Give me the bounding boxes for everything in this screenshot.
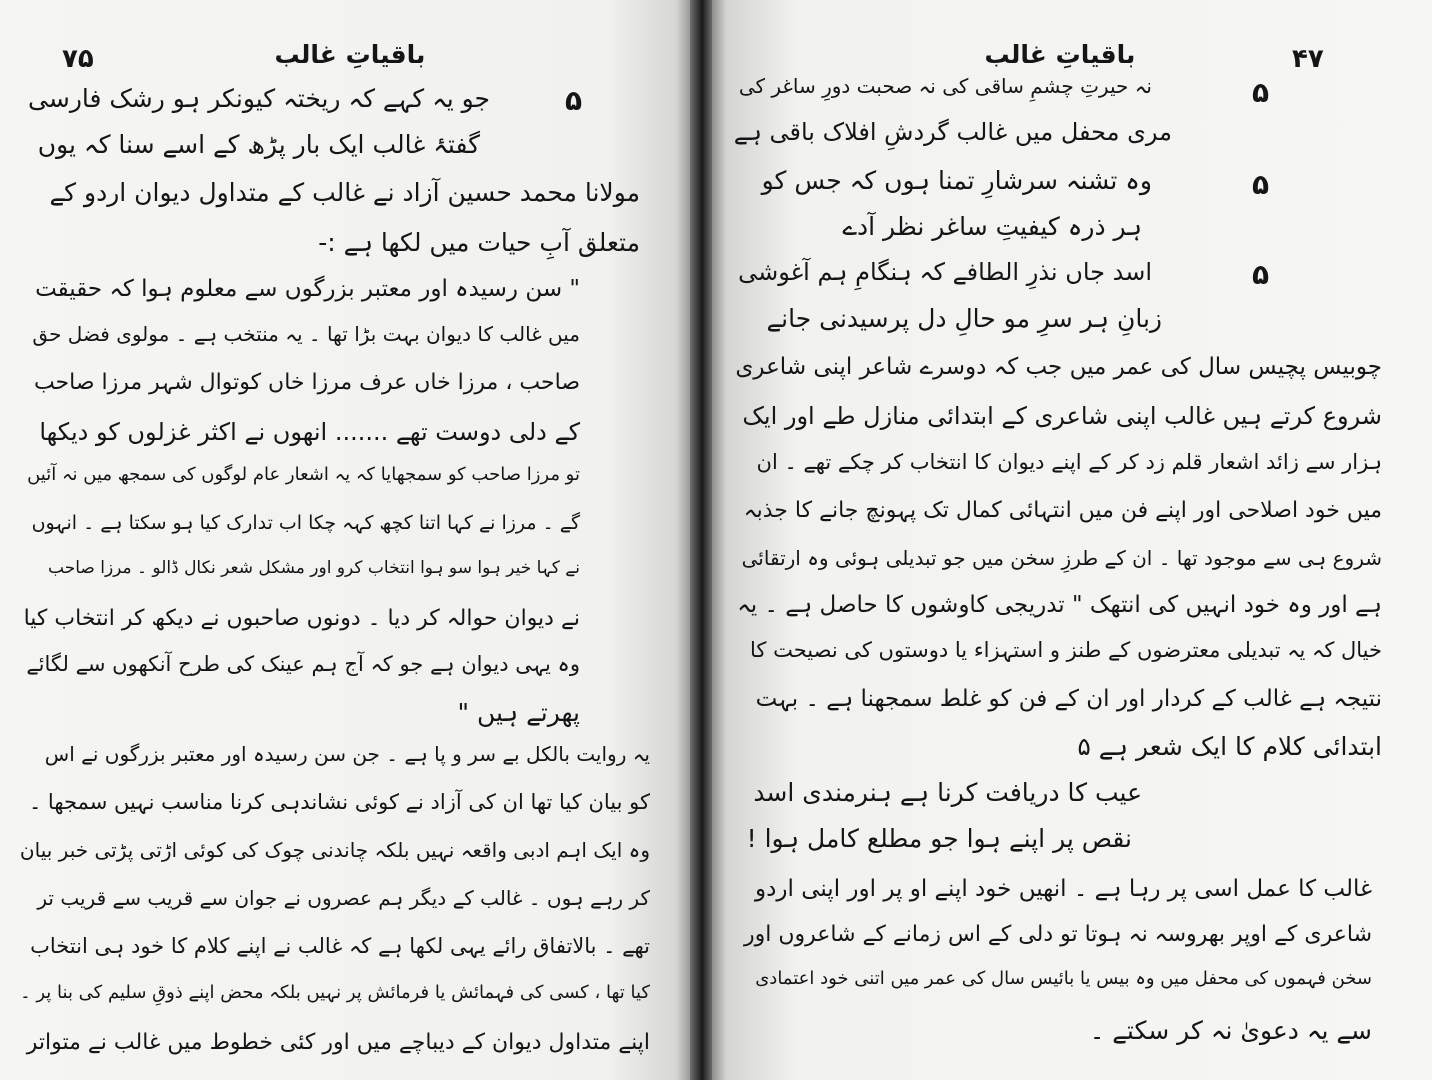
left-verse-line: گفتۂ غالب ایک بار پڑھ کے اسے سنا کہ یوں	[37, 130, 480, 159]
left-quote-line: صاحب ، مرزا خاں عرف مرزا خاں کوتوال شہر مرزا صاحب	[33, 370, 580, 395]
couplet-line: زبانِ ہر سرِ مو حالِ دل پرسیدنی جانے	[766, 304, 1162, 333]
left-page	[0, 0, 690, 1080]
left-body-line: وہ ایک اہم ادبی واقعہ نہیں بلکہ چاندنی چوک کی کوئی اڑتی پڑتی خبر بیان	[19, 838, 650, 862]
left-running-head: باقیاتِ غالب	[274, 40, 426, 69]
left-body-line: کر رہے ہوں ۔ غالب کے دیگر ہم عصروں نے جوان سے قریب سے قریب تر	[37, 886, 650, 910]
left-body-line: کو بیان کیا تھا ان کی آزاد نے کوئی نشاندہی کرنا مناسب نہیں سمجھا ۔	[28, 790, 650, 814]
left-body-line: اپنے متداول دیوان کے دیباچے میں اور کئی خطوط میں غالب نے متواتر	[26, 1030, 650, 1055]
right-body-line: ہے اور وہ خود انہیں کی انتھک " تدریجی کاوشوں کا حاصل ہے ۔ یہ	[737, 592, 1382, 618]
left-quote-line: میں غالب کا دیوان بہت بڑا تھا ۔ یہ منتخب ہے ۔ مولوی فضل حق	[32, 322, 580, 346]
right-closing-line: غالب کا عمل اسی پر رہا ہے ۔ انھیں خود اپنے او پر اور اپنی اردو	[755, 876, 1372, 902]
right-closing-line: شاعری کے اوپر بھروسہ نہ ہوتا تو دلی کے اس زمانے کے شاعروں اور	[743, 922, 1372, 947]
right-page	[712, 0, 1432, 1080]
couplet-line: نہ حیرتِ چشمِ ساقی کی نہ صحبت دورِ ساغر کی	[738, 74, 1152, 98]
left-quote-line: کے دلی دوست تھے ....... انھوں نے اکثر غزلوں کو دیکھا	[39, 418, 580, 446]
left-quote-line: تو مرزا صاحب کو سمجھایا کہ یہ اشعار عام لوگوں کی سمجھ میں نہ آئیں	[27, 464, 580, 485]
left-body-line: تھے ۔ بالاتفاق رائے یہی لکھا ہے کہ غالب نے اپنے کلام کا خود ہی انتخاب	[30, 934, 650, 958]
left-intro-line: مولانا محمد حسین آزاد نے غالب کے متداول دیوان اردو کے	[49, 178, 640, 207]
quoted-couplet-line: عیب کا دریافت کرنا ہے ہنرمندی اسد	[753, 778, 1142, 807]
left-quote-line: " سن رسیدہ اور معتبر بزرگوں سے معلوم ہوا کہ حقیقت	[35, 276, 580, 302]
right-body-line: نتیجہ ہے غالب کے کردار اور ان کے فن کو غلط سمجھنا ہے ۔ بہت	[755, 686, 1382, 712]
left-quote-line: پھرتے ہیں "	[457, 698, 580, 727]
right-page-number: ۴۷	[1292, 44, 1324, 74]
right-body-line: میں خود اصلاحی اور اپنے فن میں انتہائی کمال تک پہونچ جانے کا جذبہ	[743, 498, 1382, 523]
couplet-line: ہر ذرہ کیفیتِ ساغر نظر آدے	[842, 212, 1142, 241]
right-closing-line: سخن فہموں کی محفل میں وہ بیس یا بائیس سال کی عمر میں اتنی خود اعتمادی	[755, 968, 1372, 989]
couplet-line: اسد جاں نذرِ الطافے کہ ہنگامِ ہم آغوشی	[738, 258, 1152, 286]
couplet-marker: ۵	[1252, 258, 1270, 291]
left-body-line: یہ روایت بالکل بے سر و پا ہے ۔ جن سن رسیدہ اور معتبر بزرگوں نے اس	[44, 742, 650, 766]
couplet-marker: ۵	[1252, 168, 1270, 201]
left-intro-line: متعلق آبِ حیات میں لکھا ہے :-	[318, 228, 640, 257]
right-body-line: خیال کہ یہ تبدیلی معترضوں کے طنز و استہزاء یا دوستوں کی نصیحت کا	[750, 638, 1382, 662]
couplet-marker: ۵	[1252, 76, 1270, 109]
left-quote-line: گے ۔ مرزا نے کہا اتنا کچھ کہہ چکا اب تدارک کیا ہو سکتا ہے ۔ انہوں	[31, 512, 580, 534]
left-quote-line: نے کہا خیر ہوا سو ہوا انتخاب کرو اور مشکل شعر نکال ڈالو ۔ مرزا صاحب	[48, 558, 580, 578]
couplet-line: وہ تشنہ سرشارِ تمنا ہوں کہ جس کو	[761, 166, 1152, 195]
left-quote-line: نے دیوان حوالہ کر دیا ۔ دونوں صاحبوں نے دیکھ کر انتخاب کیا	[23, 606, 580, 631]
left-page-number: ۷۵	[62, 44, 94, 74]
right-body-line: شروع ہی سے موجود تھا ۔ ان کے طرزِ سخن میں جو تبدیلی ہوئی وہ ارتقائی	[741, 546, 1382, 570]
right-body-line: شروع کرتے ہیں غالب اپنی شاعری کے ابتدائی منازل طے اور ایک	[742, 402, 1382, 430]
quoted-couplet-line: نقص پر اپنے ہوا جو مطلع کامل ہوا !	[746, 824, 1132, 853]
left-verse-marker: ۵	[565, 84, 583, 117]
couplet-line: مری محفل میں غالب گردشِ افلاک باقی ہے	[733, 118, 1172, 146]
right-running-head: باقیاتِ غالب	[984, 40, 1136, 69]
right-body-line: ہزار سے زائد اشعار قلم زد کر کے اپنے دیوان کا انتخاب کر چکے تھے ۔ ان	[756, 450, 1382, 474]
right-closing-line: سے یہ دعویٰ نہ کر سکتے ۔	[1089, 1016, 1372, 1045]
left-verse-line: جو یہ کہے کہ ریختہ کیونکر ہو رشک فارسی	[28, 84, 490, 113]
right-body-line: ابتدائی کلام کا ایک شعر ہے ۵	[1077, 732, 1382, 761]
book-gutter	[690, 0, 712, 1080]
left-quote-line: وہ یہی دیوان ہے جو کہ آج ہم عینک کی طرح آنکھوں سے لگائے	[26, 652, 580, 676]
right-body-line: چوبیس پچیس سال کی عمر میں جب کہ دوسرے شاعر اپنی شاعری	[735, 354, 1382, 380]
left-body-line: کیا تھا ، کسی کی فہمائش یا فرمائش پر نہیں بلکہ محض اپنے ذوقِ سلیم کی بنا پر ۔	[20, 982, 650, 1003]
